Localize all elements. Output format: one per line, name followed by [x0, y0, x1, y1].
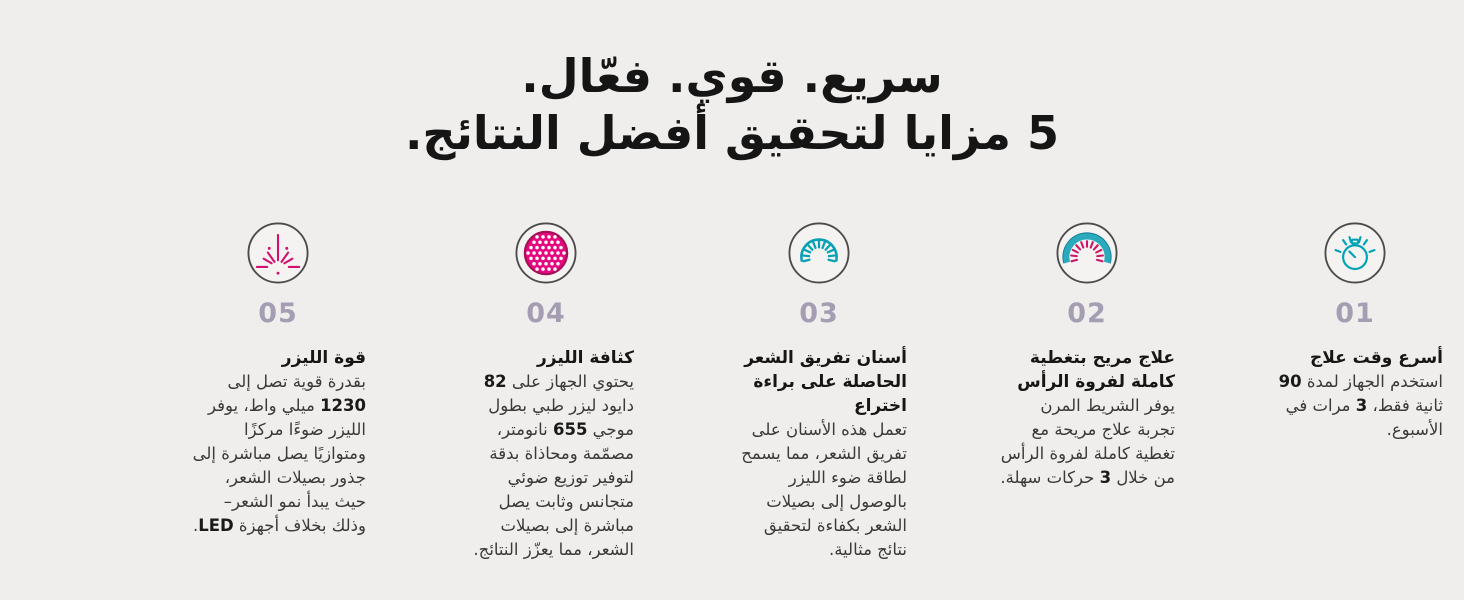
feature-column-02 — [999, 222, 1175, 490]
feature-description — [731, 418, 907, 562]
hair-parting-teeth-icon — [731, 222, 907, 284]
stopwatch-icon — [1267, 222, 1443, 284]
body-segment: يوفر الشريط المرن تجربة علاج مريحة مع تغطية كاملة لفروة الرأس من خلال — [1000, 396, 1175, 487]
feature-text — [999, 346, 1175, 490]
feature-number: 01 — [1335, 298, 1375, 329]
body-segment: يحتوي الجهاز على — [506, 372, 634, 391]
feature-title: علاج مريح بتغطية كاملة لفروة الرأس — [1017, 348, 1175, 392]
feature-text — [731, 346, 907, 562]
page-title — [0, 48, 1464, 162]
feature-column-01 — [1267, 222, 1443, 442]
page-title-line2: 5 مزايا لتحقيق أفضل النتائج. — [404, 106, 1060, 160]
feature-number: 05 — [258, 298, 298, 329]
body-segment: تعمل هذه الأسنان على تفريق الشعر، مما يسمح لطاقة ضوء الليزر بالوصول إلى بصيلات الشعر بكفاءة لتحقيق نتائج مثالية. — [741, 420, 907, 559]
body-segment: ميلي واط، يوفر الليزر ضوءًا مركزًا ومتوازيًا يصل مباشرة إلى جذور بصيلات الشعر، حيث يبدأ نمو الشعر–وذلك بخلاف أجهزة — [192, 396, 366, 535]
flexible-band-icon — [999, 222, 1175, 284]
body-segment: 3 — [1355, 396, 1368, 415]
body-segment: استخدم الجهاز لمدة — [1301, 372, 1443, 391]
laser-diode-array-icon — [458, 222, 634, 284]
feature-title: أسنان تفريق الشعر الحاصلة على براءة اختراع — [744, 348, 907, 416]
feature-number: 03 — [799, 298, 839, 329]
body-segment: LED — [198, 516, 234, 535]
feature-description — [999, 394, 1175, 490]
body-segment: نانومتر، مصمّمة ومحاذاة بدقة لتوفير توزيع ضوئي متجانس وثابت يصل مباشرة إلى بصيلات الشعر، مما يعزّز النتائج. — [473, 420, 634, 559]
body-segment: حركات سهلة. — [1000, 468, 1100, 487]
body-segment: 82 — [483, 372, 507, 391]
feature-text — [458, 346, 634, 562]
feature-column-04 — [458, 222, 634, 562]
body-segment: 3 — [1099, 468, 1112, 487]
body-segment: بقدرة قوية تصل إلى — [227, 372, 366, 391]
body-segment: . — [192, 516, 199, 535]
feature-number: 04 — [526, 298, 566, 329]
body-segment: 1230 — [320, 396, 366, 415]
feature-title: قوة الليزر — [281, 348, 366, 368]
feature-column-05 — [190, 222, 366, 538]
body-segment: ثانية فقط، — [1367, 396, 1443, 415]
feature-text — [1267, 346, 1443, 442]
laser-power-burst-icon — [190, 222, 366, 284]
feature-description — [458, 370, 634, 562]
feature-description — [1267, 370, 1443, 442]
feature-text — [190, 346, 366, 538]
feature-title: أسرع وقت علاج — [1309, 348, 1443, 368]
feature-column-03 — [731, 222, 907, 562]
feature-number: 02 — [1067, 298, 1107, 329]
body-segment: 90 — [1278, 372, 1302, 391]
feature-title: كثافة الليزر — [536, 348, 634, 368]
body-segment: دايود ليزر طبي بطول موجي — [488, 396, 634, 439]
body-segment: 655 — [552, 420, 588, 439]
features-row — [0, 222, 1464, 600]
feature-description — [190, 370, 366, 538]
body-segment: مرات في الأسبوع. — [1285, 396, 1443, 439]
page-title-line1: سريع. قوي. فعّال. — [521, 49, 943, 103]
